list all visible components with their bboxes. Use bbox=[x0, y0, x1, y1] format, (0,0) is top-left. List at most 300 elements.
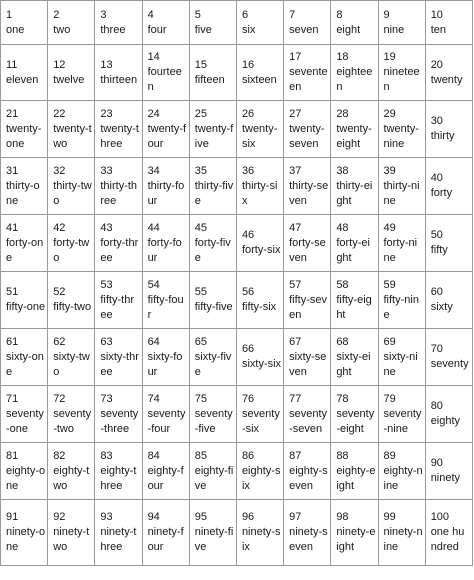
number-words-table-body bbox=[1, 1, 473, 566]
cell-word: eighty-eight bbox=[336, 464, 376, 492]
table-cell bbox=[95, 1, 142, 45]
cell-number: 100 bbox=[430, 511, 450, 523]
cell-word: ninety-six bbox=[241, 526, 281, 553]
cell-number: 50 bbox=[430, 229, 443, 241]
table-row bbox=[1, 443, 473, 500]
table-cell bbox=[425, 500, 472, 566]
cell-number: 89 bbox=[383, 449, 396, 462]
cell-number: 42 bbox=[53, 221, 66, 234]
cell-word: sixty-three bbox=[100, 350, 139, 378]
cell-word: fifty-eight bbox=[336, 293, 372, 321]
table-cell bbox=[236, 101, 283, 158]
table-cell bbox=[1, 101, 48, 158]
cell-number: 80 bbox=[430, 400, 443, 412]
table-cell bbox=[284, 329, 331, 386]
table-cell bbox=[284, 215, 331, 272]
cell-word: eighty-one bbox=[6, 464, 46, 492]
cell-number: 1 bbox=[6, 8, 13, 21]
cell-word: fifty-one bbox=[6, 301, 46, 313]
cell-number: 25 bbox=[194, 107, 207, 120]
table-cell bbox=[236, 215, 283, 272]
cell-word: forty-one bbox=[6, 236, 44, 264]
table-cell bbox=[95, 443, 142, 500]
cell-word: twenty-five bbox=[194, 122, 234, 150]
cell-number: 83 bbox=[100, 449, 113, 462]
cell-word: eleven bbox=[6, 73, 39, 86]
cell-number: 71 bbox=[6, 392, 19, 405]
cell-word: forty-four bbox=[147, 236, 182, 264]
cell-number: 66 bbox=[241, 343, 255, 355]
table-cell bbox=[284, 386, 331, 443]
cell-word: forty-five bbox=[194, 236, 231, 264]
table-cell bbox=[236, 272, 283, 329]
cell-number: 85 bbox=[194, 449, 207, 462]
cell-number: 72 bbox=[53, 392, 66, 405]
table-cell bbox=[48, 443, 95, 500]
cell-number: 45 bbox=[194, 221, 207, 234]
cell-number: 5 bbox=[194, 8, 201, 21]
cell-number: 70 bbox=[430, 343, 443, 355]
cell-number: 58 bbox=[336, 278, 349, 291]
table-row bbox=[1, 500, 473, 566]
cell-number: 17 bbox=[289, 51, 302, 63]
table-cell bbox=[48, 45, 95, 101]
table-cell bbox=[189, 443, 236, 500]
cell-word: thirty-seven bbox=[289, 179, 329, 207]
table-cell bbox=[378, 215, 425, 272]
table-cell bbox=[189, 500, 236, 566]
cell-word: thirteen bbox=[100, 73, 138, 86]
table-cell bbox=[425, 386, 472, 443]
table-cell bbox=[1, 329, 48, 386]
cell-number: 9 bbox=[383, 8, 390, 21]
table-cell bbox=[95, 45, 142, 101]
cell-number: 11 bbox=[6, 58, 18, 71]
cell-number: 63 bbox=[100, 335, 113, 348]
cell-number: 38 bbox=[336, 164, 349, 177]
cell-word: sixty-five bbox=[194, 350, 232, 378]
cell-word: eighty-six bbox=[241, 464, 281, 492]
cell-number: 32 bbox=[53, 164, 66, 177]
table-cell bbox=[236, 158, 283, 215]
cell-word: seventy-three bbox=[100, 407, 139, 435]
table-cell bbox=[331, 45, 378, 101]
cell-number: 55 bbox=[194, 286, 207, 298]
cell-word: eighteen bbox=[336, 66, 373, 93]
table-cell bbox=[189, 272, 236, 329]
table-cell bbox=[189, 45, 236, 101]
table-cell bbox=[142, 329, 189, 386]
cell-number: 99 bbox=[383, 511, 396, 523]
cell-word: thirty-one bbox=[6, 179, 40, 207]
cell-number: 48 bbox=[336, 221, 349, 234]
table-cell bbox=[378, 101, 425, 158]
cell-number: 96 bbox=[241, 511, 255, 523]
table-cell bbox=[331, 500, 378, 566]
table-cell bbox=[378, 329, 425, 386]
cell-number: 20 bbox=[430, 58, 443, 71]
cell-number: 76 bbox=[241, 392, 255, 405]
cell-word: ninety-four bbox=[147, 526, 184, 553]
table-cell bbox=[48, 386, 95, 443]
cell-word: sixty-nine bbox=[383, 350, 418, 378]
cell-word: seventy-four bbox=[147, 407, 186, 435]
table-cell bbox=[95, 500, 142, 566]
cell-word: seventy-seven bbox=[289, 407, 328, 435]
cell-word: forty-six bbox=[241, 244, 281, 256]
cell-number: 92 bbox=[53, 511, 66, 523]
cell-number: 21 bbox=[6, 107, 19, 120]
cell-number: 4 bbox=[147, 8, 154, 21]
cell-word: twenty-seven bbox=[289, 122, 325, 150]
cell-word: sixty-two bbox=[53, 350, 90, 378]
table-cell bbox=[1, 272, 48, 329]
table-cell bbox=[425, 1, 472, 45]
table-row bbox=[1, 215, 473, 272]
cell-number: 18 bbox=[336, 51, 349, 63]
table-cell bbox=[1, 1, 48, 45]
table-cell bbox=[284, 272, 331, 329]
table-cell bbox=[378, 443, 425, 500]
table-cell bbox=[95, 215, 142, 272]
cell-word: one bbox=[6, 23, 25, 36]
cell-number: 36 bbox=[241, 164, 255, 177]
table-row bbox=[1, 101, 473, 158]
cell-number: 74 bbox=[147, 392, 160, 405]
table-row bbox=[1, 1, 473, 45]
cell-word: fifteen bbox=[194, 73, 225, 86]
cell-number: 64 bbox=[147, 335, 160, 348]
cell-word: nineteen bbox=[383, 66, 420, 93]
cell-number: 35 bbox=[194, 164, 207, 177]
table-cell bbox=[236, 1, 283, 45]
cell-word: eighty-four bbox=[147, 464, 184, 492]
cell-number: 30 bbox=[430, 115, 443, 127]
cell-number: 31 bbox=[6, 164, 19, 177]
cell-word: eighty-five bbox=[194, 464, 234, 492]
cell-word: three bbox=[100, 23, 126, 36]
cell-word: thirty-six bbox=[241, 179, 278, 207]
cell-word: forty bbox=[430, 187, 453, 199]
cell-number: 95 bbox=[194, 511, 207, 523]
cell-word: twelve bbox=[53, 73, 85, 86]
cell-word: seventy-five bbox=[194, 407, 233, 435]
table-cell bbox=[378, 386, 425, 443]
table-cell bbox=[48, 215, 95, 272]
table-cell bbox=[95, 329, 142, 386]
cell-number: 53 bbox=[100, 278, 113, 291]
cell-number: 77 bbox=[289, 392, 302, 405]
table-cell bbox=[331, 386, 378, 443]
table-cell bbox=[1, 443, 48, 500]
cell-word: thirty-two bbox=[53, 179, 92, 207]
cell-number: 65 bbox=[194, 335, 207, 348]
cell-number: 46 bbox=[241, 229, 255, 241]
table-cell bbox=[95, 101, 142, 158]
cell-word: thirty bbox=[430, 130, 455, 142]
cell-word: seven bbox=[289, 23, 319, 36]
table-cell bbox=[142, 272, 189, 329]
cell-word: eighty bbox=[430, 415, 461, 427]
cell-number: 98 bbox=[336, 511, 349, 523]
table-cell bbox=[48, 158, 95, 215]
cell-number: 8 bbox=[336, 8, 343, 21]
cell-number: 56 bbox=[241, 286, 255, 298]
cell-word: seventy bbox=[430, 358, 469, 370]
table-cell bbox=[378, 500, 425, 566]
cell-word: nine bbox=[383, 23, 405, 36]
cell-word: sixteen bbox=[241, 73, 277, 86]
table-cell bbox=[95, 158, 142, 215]
table-cell bbox=[284, 158, 331, 215]
table-cell bbox=[142, 1, 189, 45]
table-row bbox=[1, 272, 473, 329]
cell-number: 22 bbox=[53, 107, 66, 120]
cell-number: 90 bbox=[430, 457, 443, 469]
table-cell bbox=[236, 45, 283, 101]
table-cell bbox=[425, 329, 472, 386]
cell-number: 15 bbox=[194, 58, 207, 71]
cell-word: fifty bbox=[430, 244, 448, 256]
table-cell bbox=[378, 1, 425, 45]
cell-number: 2 bbox=[53, 8, 60, 21]
cell-number: 37 bbox=[289, 164, 302, 177]
table-cell bbox=[284, 45, 331, 101]
table-cell bbox=[425, 272, 472, 329]
table-cell bbox=[189, 215, 236, 272]
table-cell bbox=[236, 386, 283, 443]
cell-word: sixty-one bbox=[6, 350, 44, 378]
cell-number: 60 bbox=[430, 286, 443, 298]
table-cell bbox=[425, 101, 472, 158]
table-row bbox=[1, 386, 473, 443]
cell-word: seventy-nine bbox=[383, 407, 422, 435]
cell-number: 41 bbox=[6, 221, 19, 234]
cell-word: fifty-four bbox=[147, 293, 184, 321]
cell-word: one hundred bbox=[430, 526, 465, 553]
cell-word: twenty-six bbox=[241, 122, 278, 150]
table-cell bbox=[1, 45, 48, 101]
table-cell bbox=[142, 500, 189, 566]
cell-number: 27 bbox=[289, 107, 302, 120]
table-cell bbox=[189, 101, 236, 158]
cell-number: 6 bbox=[241, 8, 249, 21]
table-cell bbox=[48, 329, 95, 386]
table-row bbox=[1, 45, 473, 101]
cell-word: sixty-six bbox=[241, 358, 282, 370]
cell-word: forty-seven bbox=[289, 236, 326, 264]
cell-word: fourteen bbox=[147, 66, 182, 93]
cell-word: fifty-five bbox=[194, 301, 233, 313]
cell-number: 12 bbox=[53, 58, 66, 71]
cell-number: 29 bbox=[383, 107, 396, 120]
table-cell bbox=[378, 45, 425, 101]
cell-number: 52 bbox=[53, 286, 66, 298]
cell-number: 33 bbox=[100, 164, 113, 177]
cell-word: twenty-four bbox=[147, 122, 187, 150]
cell-word: twenty-three bbox=[100, 122, 139, 150]
table-cell bbox=[425, 215, 472, 272]
cell-word: eighty-nine bbox=[383, 464, 423, 492]
cell-word: thirty-eight bbox=[336, 179, 373, 207]
table-row bbox=[1, 158, 473, 215]
cell-number: 13 bbox=[100, 58, 113, 71]
cell-word: seventy-six bbox=[241, 407, 280, 435]
table-cell bbox=[142, 443, 189, 500]
cell-number: 62 bbox=[53, 335, 66, 348]
cell-number: 43 bbox=[100, 221, 113, 234]
table-cell bbox=[331, 329, 378, 386]
cell-word: twenty-two bbox=[53, 122, 92, 150]
cell-number: 81 bbox=[6, 449, 19, 462]
table-row bbox=[1, 329, 473, 386]
cell-number: 10 bbox=[430, 8, 443, 21]
table-cell bbox=[236, 329, 283, 386]
cell-word: fifty-two bbox=[53, 301, 92, 313]
table-cell bbox=[331, 101, 378, 158]
table-cell bbox=[142, 215, 189, 272]
cell-number: 84 bbox=[147, 449, 160, 462]
cell-word: sixty-seven bbox=[289, 350, 327, 378]
table-cell bbox=[425, 158, 472, 215]
cell-word: twenty-eight bbox=[336, 122, 372, 150]
table-cell bbox=[1, 215, 48, 272]
cell-number: 7 bbox=[289, 8, 296, 21]
table-cell bbox=[189, 1, 236, 45]
cell-word: forty-two bbox=[53, 236, 90, 264]
cell-number: 69 bbox=[383, 335, 396, 348]
cell-word: fifty-six bbox=[241, 301, 277, 313]
cell-number: 47 bbox=[289, 221, 302, 234]
cell-word: two bbox=[53, 23, 71, 36]
table-cell bbox=[284, 1, 331, 45]
cell-word: ninety-seven bbox=[289, 526, 328, 553]
cell-number: 82 bbox=[53, 449, 66, 462]
table-cell bbox=[1, 500, 48, 566]
cell-number: 19 bbox=[383, 51, 396, 63]
cell-word: forty-nine bbox=[383, 236, 418, 264]
cell-number: 67 bbox=[289, 335, 302, 348]
table-cell bbox=[425, 443, 472, 500]
cell-word: thirty-nine bbox=[383, 179, 420, 207]
cell-number: 79 bbox=[383, 392, 396, 405]
cell-word: ninety-five bbox=[194, 526, 234, 553]
cell-number: 24 bbox=[147, 107, 160, 120]
cell-number: 28 bbox=[336, 107, 349, 120]
cell-number: 14 bbox=[147, 51, 160, 63]
table-cell bbox=[189, 329, 236, 386]
table-cell bbox=[48, 272, 95, 329]
cell-number: 54 bbox=[147, 278, 160, 291]
table-cell bbox=[48, 1, 95, 45]
cell-word: twenty bbox=[430, 73, 463, 86]
cell-number: 75 bbox=[194, 392, 207, 405]
cell-word: sixty bbox=[430, 301, 453, 313]
table-cell bbox=[284, 101, 331, 158]
table-cell bbox=[284, 500, 331, 566]
cell-number: 3 bbox=[100, 8, 107, 21]
cell-word: seventy-one bbox=[6, 407, 44, 435]
table-cell bbox=[189, 386, 236, 443]
cell-word: ninety-three bbox=[100, 526, 137, 553]
cell-word: fifty-three bbox=[100, 293, 134, 321]
table-cell bbox=[95, 272, 142, 329]
cell-number: 26 bbox=[241, 107, 255, 120]
cell-word: forty-three bbox=[100, 236, 139, 264]
cell-word: four bbox=[147, 23, 167, 36]
table-cell bbox=[331, 215, 378, 272]
cell-number: 86 bbox=[241, 449, 255, 462]
cell-number: 51 bbox=[6, 286, 19, 298]
cell-number: 73 bbox=[100, 392, 113, 405]
cell-word: thirty-five bbox=[194, 179, 234, 207]
cell-word: seventy-eight bbox=[336, 407, 375, 435]
cell-word: eighty-seven bbox=[289, 464, 328, 492]
cell-word: thirty-four bbox=[147, 179, 185, 207]
cell-number: 87 bbox=[289, 449, 302, 462]
cell-number: 49 bbox=[383, 221, 396, 234]
cell-word: six bbox=[241, 23, 256, 36]
table-cell bbox=[425, 45, 472, 101]
table-cell bbox=[378, 272, 425, 329]
table-cell bbox=[1, 158, 48, 215]
cell-word: eight bbox=[336, 23, 361, 36]
cell-number: 59 bbox=[383, 278, 396, 291]
cell-number: 40 bbox=[430, 172, 443, 184]
table-cell bbox=[236, 443, 283, 500]
table-cell bbox=[331, 1, 378, 45]
cell-word: five bbox=[194, 23, 212, 36]
cell-number: 91 bbox=[6, 511, 19, 523]
cell-word: sixty-eight bbox=[336, 350, 371, 378]
table-cell bbox=[95, 386, 142, 443]
table-cell bbox=[331, 272, 378, 329]
cell-word: twenty-one bbox=[6, 122, 42, 150]
table-cell bbox=[331, 158, 378, 215]
cell-number: 94 bbox=[147, 511, 160, 523]
table-cell bbox=[189, 158, 236, 215]
cell-word: twenty-nine bbox=[383, 122, 419, 150]
cell-number: 57 bbox=[289, 278, 302, 291]
table-cell bbox=[331, 443, 378, 500]
table-cell bbox=[142, 101, 189, 158]
table-cell bbox=[236, 500, 283, 566]
cell-number: 68 bbox=[336, 335, 349, 348]
table-cell bbox=[378, 158, 425, 215]
cell-word: seventeen bbox=[289, 66, 328, 93]
cell-number: 93 bbox=[100, 511, 113, 523]
cell-word: ninety-one bbox=[6, 526, 46, 553]
cell-word: sixty-four bbox=[147, 350, 183, 378]
cell-number: 61 bbox=[6, 335, 19, 348]
table-cell bbox=[48, 500, 95, 566]
cell-word: ninety-two bbox=[53, 526, 90, 553]
table-cell bbox=[284, 443, 331, 500]
cell-word: eighty-two bbox=[53, 464, 90, 492]
cell-number: 97 bbox=[289, 511, 302, 523]
cell-word: ninety-nine bbox=[383, 526, 423, 553]
table-cell bbox=[1, 386, 48, 443]
table-cell bbox=[142, 158, 189, 215]
cell-number: 16 bbox=[241, 58, 255, 71]
cell-number: 23 bbox=[100, 107, 113, 120]
table-cell bbox=[48, 101, 95, 158]
cell-word: ninety-eight bbox=[336, 526, 376, 553]
cell-number: 34 bbox=[147, 164, 160, 177]
cell-number: 88 bbox=[336, 449, 349, 462]
table-cell bbox=[142, 386, 189, 443]
cell-word: fifty-seven bbox=[289, 293, 328, 321]
